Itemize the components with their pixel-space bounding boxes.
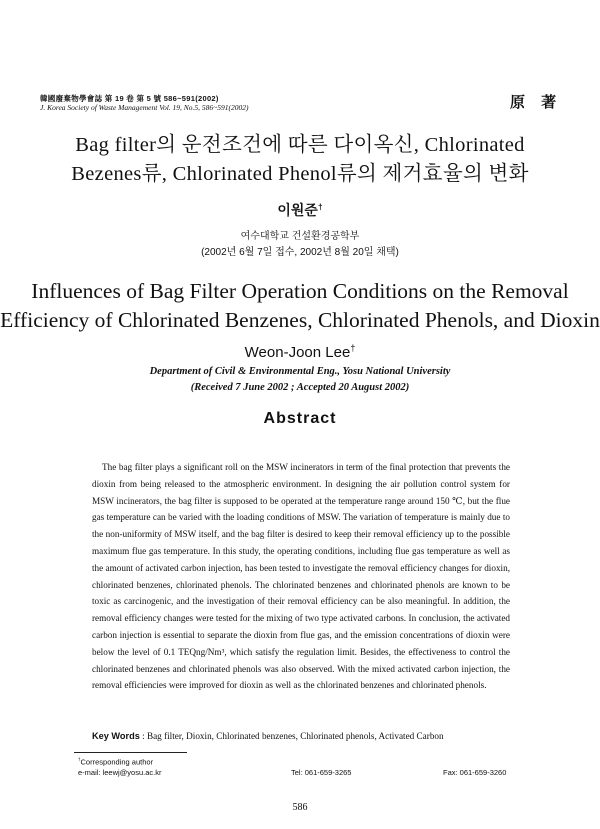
footnote-rule xyxy=(74,752,187,753)
article-type-label: 原 著 xyxy=(510,94,563,111)
keywords-text: : Bag filter, Dioxin, Chlorinated benzenes, Chlorinated phenols, Activated Carbon xyxy=(139,731,444,741)
keywords xyxy=(92,731,444,741)
english-author xyxy=(0,343,600,361)
footnote-corresponding xyxy=(78,757,153,767)
footnote-fax: Fax: 061-659-3260 xyxy=(443,768,507,777)
english-title xyxy=(0,277,600,335)
korean-author xyxy=(0,200,600,220)
korean-dates: (2002년 6월 7일 접수, 2002년 8월 20일 채택) xyxy=(201,247,399,258)
korean-affiliation-block xyxy=(0,229,600,261)
keywords-label: Key Words xyxy=(92,731,140,741)
english-affiliation: Department of Civil & Environmental Eng., Yosu National University xyxy=(149,366,451,377)
english-author-name: Weon-Joon Lee xyxy=(244,344,351,361)
korean-title xyxy=(0,131,600,189)
english-dates: (Received 7 June 2002 ; Accepted 20 August 2002) xyxy=(190,382,410,393)
korean-title-line-1: Bag filter의 운전조건에 따른 다이옥신, Chlorinated xyxy=(75,134,525,156)
journal-korean-line: 韓國廢棄物學會誌 第 19 卷 第 5 號 586~591(2002) xyxy=(40,94,219,103)
footnote-tel: Tel: 061-659-3265 xyxy=(291,768,352,777)
korean-affiliation: 여수대학교 건설환경공학부 xyxy=(240,231,360,242)
english-affiliation-block xyxy=(0,364,600,396)
english-author-mark: † xyxy=(350,343,356,353)
abstract-text: The bag filter plays a significant roll on the MSW incinerators in term of the final protection that prevents the dioxin from being released to the atmospheric environment. In designing the air pollution control system for MSW incinerators, the bag filter is supposed to be operated at the temperature range around 150 ℃, but the flue gas temperature can be varied with the loading conditions of MSW. The variation of temperature is mainly due to the non-uniformity of MSW itself, and the bag filter is desired to keep their removal efficiency up to the possible maximum flue gas temperature. In this study, the operating conditions, including flue gas temperature as well as the amount of activated carbon injection, has been tested to investigate the removal efficiency changes for dioxin, chlorinated benzenes, chlorinated phenols. The chlorinated benzenes and chlorinated phenols are known to be toxic as carcinogenic, and the investigation of their removal efficiency can be also meaningful. In addition, the removal efficiency changes were tested for the mixing of two type activated carbons. In conclusion, the activated carbon injection is essential to separate the dioxin from flue gas, and the emission concentrations of dioxin were below the level of 0.1 TEQng/Nm³, which satisfy the regulation limit. Besides, the effectiveness to control the chlorinated benzenes and chlorinated phenols was also observed. With the mixed activated carbon injection, the removal efficiencies were improved for dioxin as well as the chlorinated benzenes and chlorinated phenols. xyxy=(92,462,510,691)
footnote-corresponding-text: Corresponding author xyxy=(80,757,154,767)
korean-author-name: 이원준 xyxy=(277,202,318,218)
footnote-email: e-mail: leewj@yosu.ac.kr xyxy=(78,768,162,777)
korean-title-line-2: Bezenes류, Chlorinated Phenol류의 제거효율의 변화 xyxy=(71,163,529,185)
english-title-line-1: Influences of Bag Filter Operation Conditions on the Removal xyxy=(31,279,569,303)
korean-author-mark: † xyxy=(317,201,323,212)
footnote-mark: † xyxy=(78,757,81,762)
abstract-heading: Abstract xyxy=(263,410,337,427)
english-title-line-2: Efficiency of Chlorinated Benzenes, Chlorinated Phenols, and Dioxin xyxy=(0,308,600,332)
journal-english-line: J. Korea Society of Waste Management Vol. 19, No.5, 586~591(2002) xyxy=(40,103,249,112)
page-number: 586 xyxy=(292,802,308,813)
